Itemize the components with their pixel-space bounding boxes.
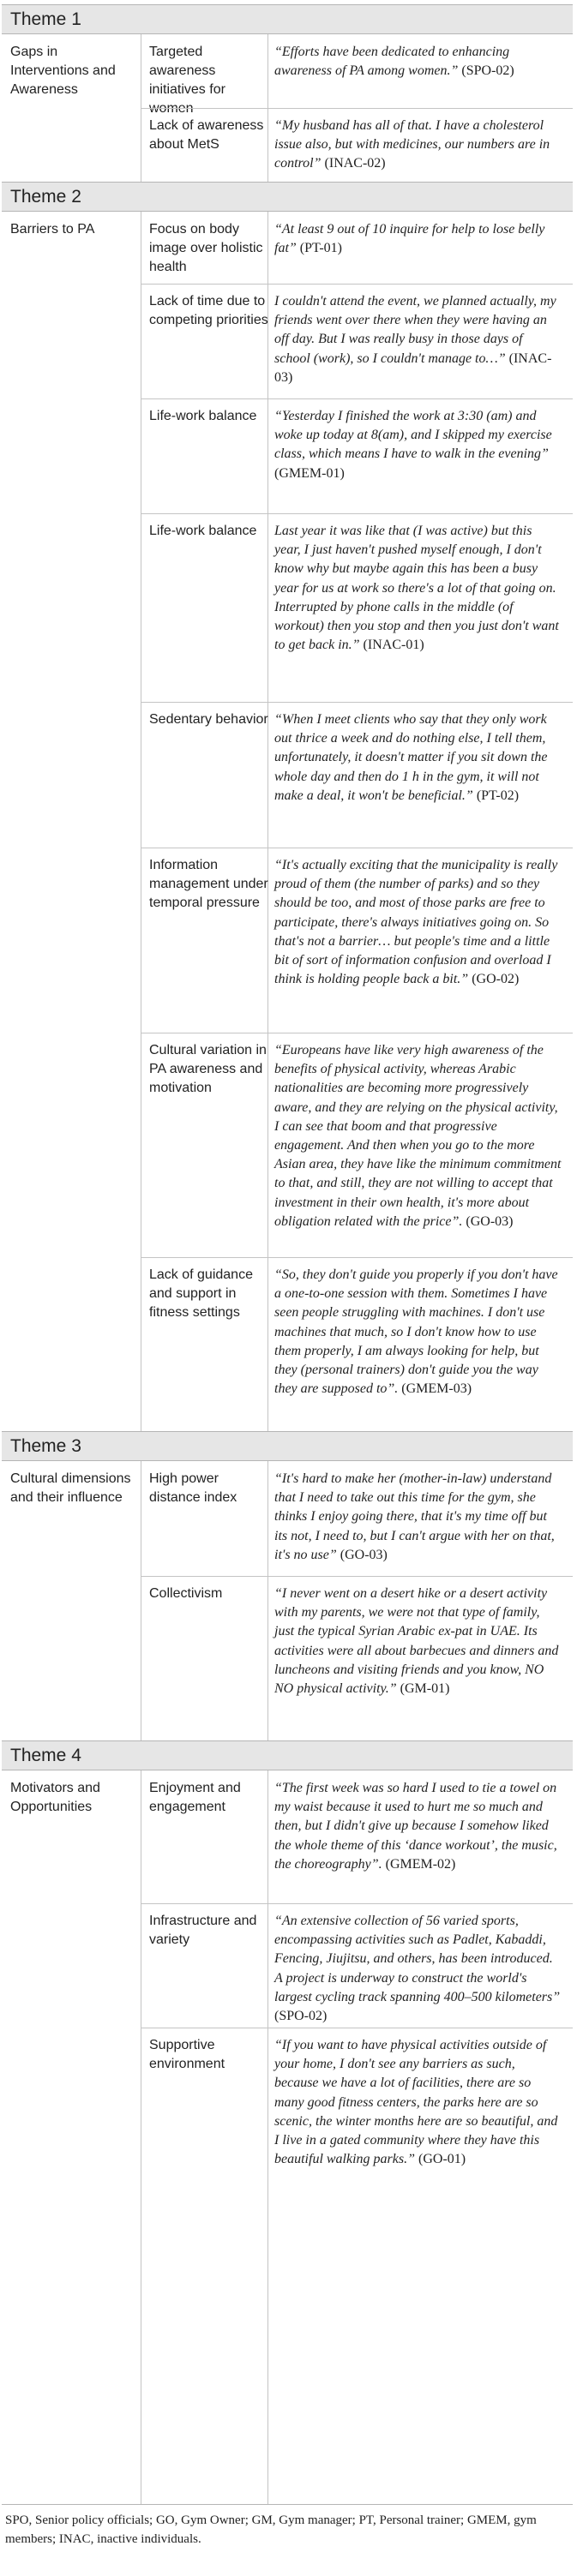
theme-2-category: Barriers to PA <box>10 222 95 237</box>
subtheme-cell: Targeted awareness initiatives for women <box>149 45 225 116</box>
quote-source: (GM-01) <box>400 1681 450 1697</box>
quote-text: “The first week was so hard I used to tie a towel on my waist because it used to hurt me so much and then, but I didn't give up because I somehow liked the whole theme of this ‘dance workout’, the music, the choreography”. <box>274 1781 557 1872</box>
quote-source: (GMEM-02) <box>385 1856 456 1872</box>
quote-text: “It's hard to make her (mother-in-law) understand that I need to take out this time for the gym, she thinks I enjoy going there, that it's my time off but its not, I need to, but I can't argue with her on that, it's no use” <box>274 1471 555 1562</box>
quote-source: (GMEM-01) <box>274 465 345 481</box>
quote-cell <box>274 1779 562 1874</box>
quote-source: (PT-02) <box>476 788 520 803</box>
table-row <box>2 848 573 1033</box>
quote-text: “When I meet clients who say that they only work out thrice a week and do nothing else, I tell them, unfortunately, it doesn't matter if you sit down the whole day and then do 1 h in the gym, it will not make a deal, it won't be beneficial.” <box>274 712 548 803</box>
subtheme-cell: Focus on body image over holistic health <box>149 222 263 274</box>
quote-cell <box>274 856 562 989</box>
table-row <box>2 284 573 398</box>
quote-source: (GO-03) <box>340 1547 388 1562</box>
quote-source: (SPO-02) <box>461 63 514 79</box>
quote-source: (INAC-03) <box>274 350 552 385</box>
theme-4-header: Theme 4 <box>2 1740 573 1770</box>
quote-source: (INAC-02) <box>324 156 386 171</box>
quote-source: (PT-01) <box>299 241 342 256</box>
quote-source: (GMEM-03) <box>401 1381 472 1397</box>
theme-3-category: Cultural dimensions and their influence <box>10 1471 131 1505</box>
quote-cell <box>274 2036 562 2169</box>
quote-source: (GO-01) <box>418 2152 466 2167</box>
subtheme-cell: Enjoyment and engagement <box>149 1781 241 1814</box>
theme-4-block <box>2 1770 573 2504</box>
table-row <box>2 513 573 702</box>
theme-1-category: Gaps in Interventions and Awareness <box>10 45 116 97</box>
quote-text: “I never went on a desert hike or a desert activity with my parents, we were not that type of family, just the typical Syrian Arabic ex-pat in UAE. Its activities were all about barbecues and dinners and luncheons and visiting friends and you know, NO NO physical activity.” <box>274 1586 559 1697</box>
quote-source: (GO-03) <box>466 1213 514 1229</box>
table-footnote: SPO, Senior policy officials; GO, Gym Owner; GM, Gym manager; PT, Personal trainer; GMEM, gym members; INAC, inactive individuals. <box>5 2513 537 2546</box>
subtheme-cell: Collectivism <box>149 1586 223 1601</box>
subtheme-cell: Sedentary behavior <box>149 712 268 727</box>
quote-source: (GO-02) <box>472 972 520 987</box>
quote-cell <box>274 43 562 81</box>
quote-cell <box>274 1470 562 1565</box>
quote-text: I couldn't attend the event, we planned actually, my friends went over there when they were having an off day. But I was really busy in those days of school (work), so I couldn't manage to…” <box>274 294 556 366</box>
quote-text: “It's actually exciting that the municipality is really proud of them (the number of parks) and so they should be too, and most of those parks are free to participate, there's always initiatives going on. So that's not a barrier… but people's time and a little bit of sort of information confusion and overload I think is holding people back a bit.” <box>274 858 558 987</box>
quote-cell <box>274 1041 562 1231</box>
quote-text: “Yesterday I finished the work at 3:30 (am) and woke up today at 8(am), and I skipped my exercise class, which means I have to walk in the evening” <box>274 409 552 462</box>
quote-text: “Efforts have been dedicated to enhancing awareness of PA among women.” <box>274 45 510 79</box>
quote-cell <box>274 220 562 258</box>
table-row <box>2 1576 573 1740</box>
table-row <box>2 108 573 182</box>
subtheme-cell: High power distance index <box>149 1471 237 1505</box>
theme-4-category: Motivators and Opportunities <box>10 1781 100 1814</box>
quote-source: (INAC-01) <box>363 638 424 653</box>
subtheme-cell: Cultural variation in PA awareness and motivation <box>149 1043 267 1095</box>
table-row <box>2 1903 573 2028</box>
quote-cell <box>274 1585 562 1698</box>
theme-3-header: Theme 3 <box>2 1431 573 1461</box>
subtheme-cell: Life-work balance <box>149 409 257 423</box>
quote-text: “If you want to have physical activities outside of your home, I don't see any barriers as such, because we have a lot of facilities, there are so many good fitness centers, the parks here are so scenic, the winter months here are so beautiful, and I live in a gated community where they have this beautiful walking parks.” <box>274 2038 558 2167</box>
theme-2-block <box>2 212 573 1431</box>
table-row <box>2 212 573 284</box>
quote-text: “So, they don't guide you properly if you don't have a one-to-one session with them. Sometimes I have seen people struggling with machines. I don't use machines that much, so I don't know how to use them properly, I am always looking for help, but they (personal trainers) don't guide you the way they are supposed to”. <box>274 1267 558 1397</box>
theme-2-header: Theme 2 <box>2 182 573 212</box>
quote-text: Last year it was like that (I was active) but this year, I just haven't pushed myself enough, I don't know why but maybe again this has been a busy year for us at work so there's a lot of that going on. Interrupted by phone calls in the middle (of workout) then you stop and then you just don't want to get back in.” <box>274 524 559 653</box>
table-row <box>2 34 573 116</box>
subtheme-cell: Infrastructure and variety <box>149 1914 257 1947</box>
subtheme-cell: Lack of guidance and support in fitness settings <box>149 1267 253 1320</box>
table-row <box>2 398 573 513</box>
quote-cell <box>274 522 562 655</box>
quote-cell <box>274 292 562 387</box>
quote-text: “My husband has all of that. I have a cholesterol issue also, but with medicines, our numbers are in control” <box>274 118 550 171</box>
quote-source: (SPO-02) <box>274 2009 328 2024</box>
table-row <box>2 1033 573 1257</box>
quote-cell <box>274 117 562 174</box>
theme-3-block <box>2 1461 573 1740</box>
subtheme-cell: Information management under temporal pressure <box>149 858 268 910</box>
subtheme-cell: Life-work balance <box>149 524 257 538</box>
quote-cell <box>274 407 562 483</box>
table-row <box>2 2028 573 2504</box>
table-row <box>2 702 573 848</box>
quote-cell <box>274 1912 562 2026</box>
table-row <box>2 1257 573 1431</box>
theme-1-block <box>2 34 573 182</box>
table-row <box>2 1770 573 1903</box>
table-row <box>2 1461 573 1576</box>
subtheme-cell: Lack of awareness about MetS <box>149 118 264 152</box>
theme-1-header: Theme 1 <box>2 4 573 34</box>
quote-text: “At least 9 out of 10 inquire for help to lose belly fat” <box>274 222 545 256</box>
quote-cell <box>274 1266 562 1399</box>
quote-cell <box>274 710 562 806</box>
subtheme-cell: Supportive environment <box>149 2038 225 2071</box>
subtheme-cell: Lack of time due to competing priorities <box>149 294 268 327</box>
quote-text: “An extensive collection of 56 varied sports, encompassing activities such as Padlet, Kabaddi, Fencing, Jiujitsu, and others, has been introduced. A project is underway to construct the world's largest cycling track spanning 400–500 kilometers” <box>274 1914 561 2004</box>
quote-text: “Europeans have like very high awareness of the benefits of physical activity, whereas Arabic nationalities are becoming more progressively aware, and they are relying on the physical activity, I can see that boom and that progressive engagement. And then when you go to the more Asian area, they have like the minimum commitment to that, and still, they are not willing to accept that investment in their own health, it's more about obligation related with the price”. <box>274 1043 562 1229</box>
